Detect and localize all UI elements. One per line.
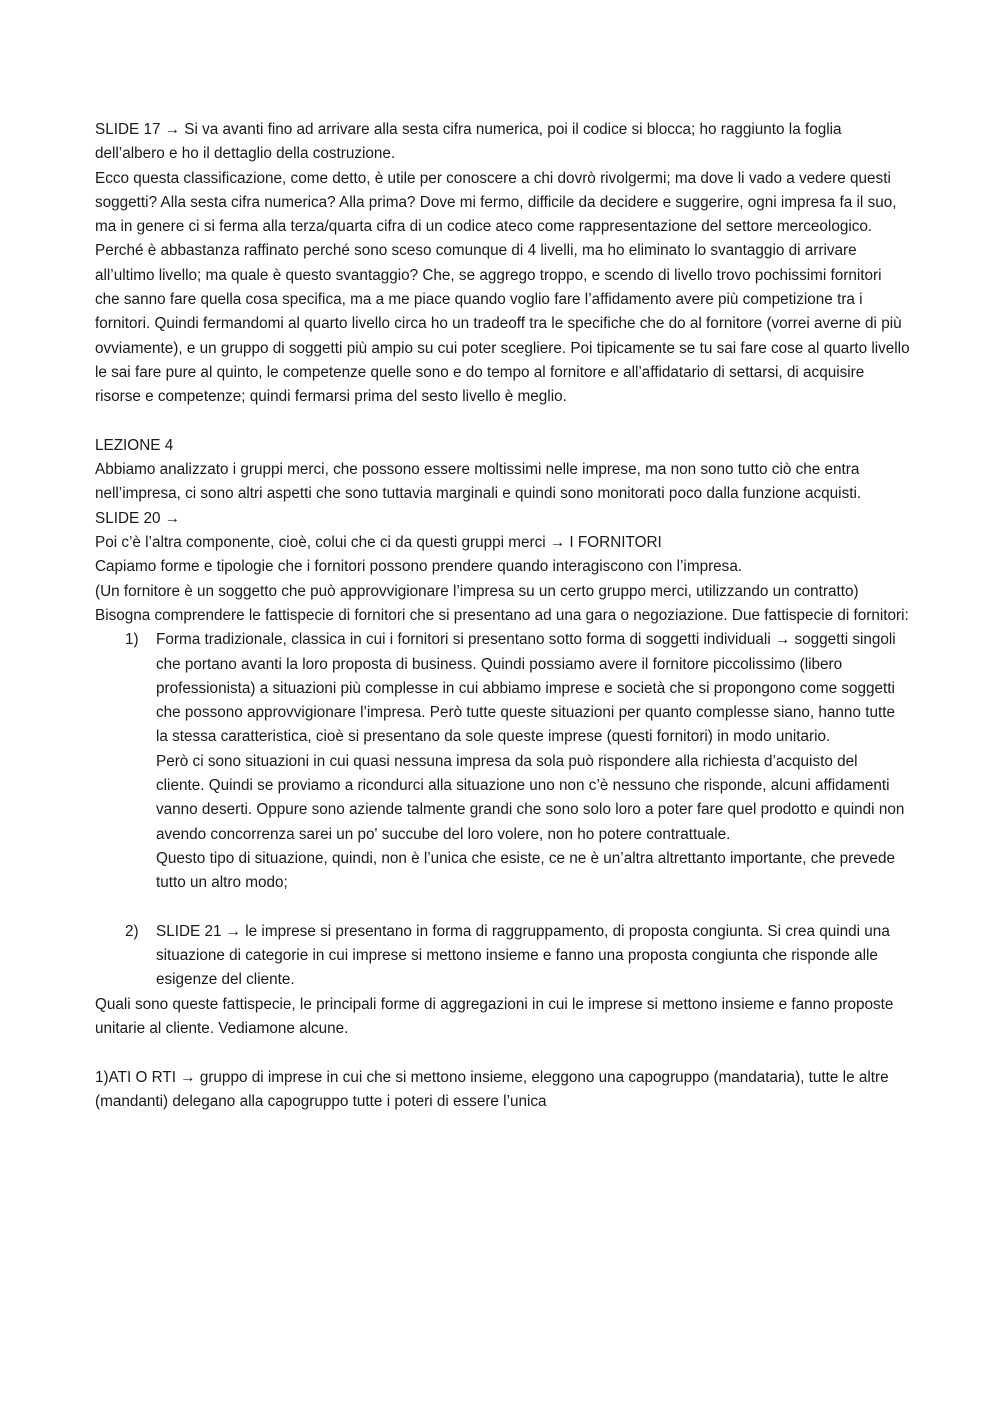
document-page — [95, 118, 910, 1114]
list-item-text: Questo tipo di situazione, quindi, non è l’unica che esiste, ce ne è un’altra altrettanto importante, che prevede tutto un altro modo; — [156, 849, 895, 892]
paragraph-definizione-fornitore: (Un fornitore è un soggetto che può approvvigionare l’impresa su un certo gruppo merci, utilizzando un contratto) — [95, 582, 859, 600]
paragraph-aggregazioni: Quali sono queste fattispecie, le principali forme di aggregazioni in cui le imprese si mettono insieme e fanno proposte unitarie al cliente. Vediamone alcune. — [95, 995, 894, 1037]
blank-line — [156, 896, 910, 920]
paragraph-classification: Ecco questa classificazione, come detto, è utile per conoscere a chi dovrò rivolgermi; ma dove li vado a vedere questi soggetti? Alla sesta cifra numerica? Alla prima? Dove mi fermo, difficile da decidere e suggerire, ogni impresa fa il suo, ma in genere ci si ferma alla terza/quarta cifra di un codice ateco come rappresentazione del settore merceologico. Perché è abbastanza raffinato perché sono sceso comunque di 4 livelli, ma ho eliminato lo svantaggio di arrivare all’ultimo livello; ma quale è questo svantaggio? Che, se aggrego troppo, e scendo di livello trovo pochissimi fornitori che sanno fare quella cosa specifica, ma a me piace quando voglio fare l’affidamento avere più competizione tra i fornitori. Quindi fermandomi al quarto livello circa ho un tradeoff tra le specifiche che do al fornitore (vorrei averne di più ovviamente), e un gruppo di soggetti più ampio su cui poter scegliere. Poi tipicamente se tu sai fare cose al quarto livello le sai fare pure al quinto, le competenze quelle sono e do tempo al fornitore e all’affidatario di settarsi, di acquisire risorse e competenze; quindi fermarsi prima del sesto livello è meglio. — [95, 169, 910, 406]
list-item — [95, 920, 910, 993]
paragraph-slide-20: SLIDE 20 → — [95, 509, 181, 527]
list-item-number: 1) — [125, 631, 139, 649]
paragraph-ati-rti: 1)ATI O RTI → gruppo di imprese in cui che si mettono insieme, eleggono una capogruppo (mandataria), tutte le altre (mandanti) delegano alla capogruppo tutte i poteri di essere l’unica — [95, 1068, 889, 1110]
paragraph-forme-tipologie: Capiamo forme e tipologie che i fornitori possono prendere quando interagiscono con l’impresa. — [95, 558, 743, 576]
list-item-text: SLIDE 21 → le imprese si presentano in forma di raggruppamento, di proposta congiunta. Si crea quindi una situazione di categorie in cui imprese si mettono insieme e fanno una proposta congiunta che risponde alle esigenze del cliente. — [156, 922, 890, 989]
list-item — [95, 628, 910, 920]
list-item-text: Però ci sono situazioni in cui quasi nessuna impresa da sola può rispondere alla richiesta d’acquisto del cliente. Quindi se proviamo a ricondurci alla situazione uno non c’è nessuno che risponde, alcuni affidamenti vanno deserti. Oppure sono aziende talmente grandi che sono solo loro a poter fare quel prodotto e quindi non avendo concorrenza sarei un po' succube del loro volere, non ho potere contrattuale. — [156, 752, 905, 843]
paragraph-fattispecie: Bisogna comprendere le fattispecie di fornitori che si presentano ad una gara o negoziazione. Due fattispecie di fornitori: — [95, 606, 909, 624]
list-item-text: Forma tradizionale, classica in cui i fornitori si presentano sotto forma di soggetti individuali → soggetti singoli che portano avanti la loro proposta di business. Quindi possiamo avere il fornitore piccolissimo (libero professionista) a situazioni più complesse in cui abbiamo imprese e società che si propongono come soggetti che possono approvvigionare l’impresa. Però tutte queste situazioni per quanto complesse siano, hanno tutte la stessa caratteristica, cioè si presentano da sole queste imprese (questi fornitori) in modo unitario. — [156, 631, 896, 746]
blank-line — [95, 410, 910, 434]
paragraph-fornitori: Poi c’è l’altra componente, cioè, colui che ci da questi gruppi merci → I FORNITORI — [95, 534, 662, 552]
blank-line — [95, 1041, 910, 1065]
list-item-number: 2) — [125, 922, 139, 940]
paragraph-gruppi-merci: Abbiamo analizzato i gruppi merci, che possono essere moltissimi nelle imprese, ma non sono tutto ciò che entra nell’impresa, ci sono altri aspetti che sono tuttavia marginali e quindi sono monitorati poco dalla funzione acquisti. — [95, 461, 862, 503]
heading-lezione-4: LEZIONE 4 — [95, 436, 174, 454]
fornitori-list — [95, 628, 910, 992]
paragraph-slide-17: SLIDE 17 → Si va avanti fino ad arrivare alla sesta cifra numerica, poi il codice si blocca; ho raggiunto la foglia dell’albero e ho il dettaglio della costruzione. — [95, 121, 842, 163]
